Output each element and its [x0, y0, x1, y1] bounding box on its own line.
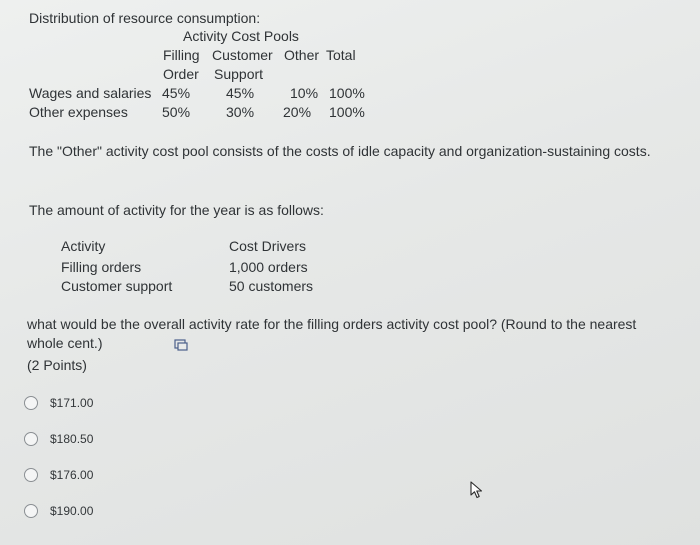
answer-option-4[interactable] [24, 501, 93, 521]
col-header-customer: Customer [212, 47, 273, 63]
col-header-filling: Filling [163, 47, 200, 63]
answer-option-4-label: $190.00 [50, 504, 94, 518]
page-heading: Distribution of resource consumption: [29, 10, 261, 26]
answer-option-2[interactable] [24, 429, 93, 449]
cost-pools-group-header: Activity Cost Pools [183, 28, 299, 44]
question-text: what would be the overall activity rate for the filling orders activity cost pool? (Round to the nearest whole cent.) [27, 316, 637, 351]
radio-button[interactable] [24, 468, 38, 482]
points-label: (2 Points) [27, 357, 87, 373]
answer-option-3-label: $176.00 [50, 468, 94, 482]
activity-intro: The amount of activity for the year is as follows: [29, 202, 324, 218]
col-header-customer-line2: Support [214, 66, 264, 82]
cell-other-expenses-total: 100% [329, 104, 365, 120]
cell-other-expenses-other: 20% [283, 104, 312, 120]
reference-icon[interactable] [174, 339, 188, 352]
cell-wages-total: 100% [329, 85, 365, 101]
activity-col-header: Activity [61, 238, 106, 254]
answer-option-2-label: $180.50 [50, 432, 94, 446]
radio-button[interactable] [24, 504, 38, 518]
col-header-filling-line2: Order [163, 66, 199, 82]
driver-filling-orders: 1,000 orders [229, 259, 308, 275]
cell-wages-filling: 45% [162, 85, 191, 101]
mouse-pointer-icon [470, 481, 484, 499]
cell-other-expenses-customer: 30% [226, 104, 255, 120]
driver-customer-support: 50 customers [229, 278, 314, 294]
row-label-wages: Wages and salaries [29, 85, 152, 101]
answer-option-3[interactable] [24, 465, 93, 485]
cost-drivers-col-header: Cost Drivers [229, 238, 307, 254]
row-label-other-expenses: Other expenses [29, 104, 128, 120]
cell-wages-customer: 45% [226, 85, 255, 101]
cell-other-expenses-filling: 50% [162, 104, 191, 120]
radio-button[interactable] [24, 432, 38, 446]
col-header-total: Total [326, 47, 356, 63]
activity-filling-orders: Filling orders [61, 259, 142, 275]
cell-wages-other: 10% [290, 85, 319, 101]
col-header-other: Other [284, 47, 320, 63]
answer-option-1-label: $171.00 [50, 396, 94, 410]
activity-customer-support: Customer support [61, 278, 173, 294]
answer-option-1[interactable] [24, 393, 93, 413]
radio-button[interactable] [24, 396, 38, 410]
other-pool-note: The "Other" activity cost pool consists of the costs of idle capacity and organization-sustaining costs. [29, 143, 651, 159]
